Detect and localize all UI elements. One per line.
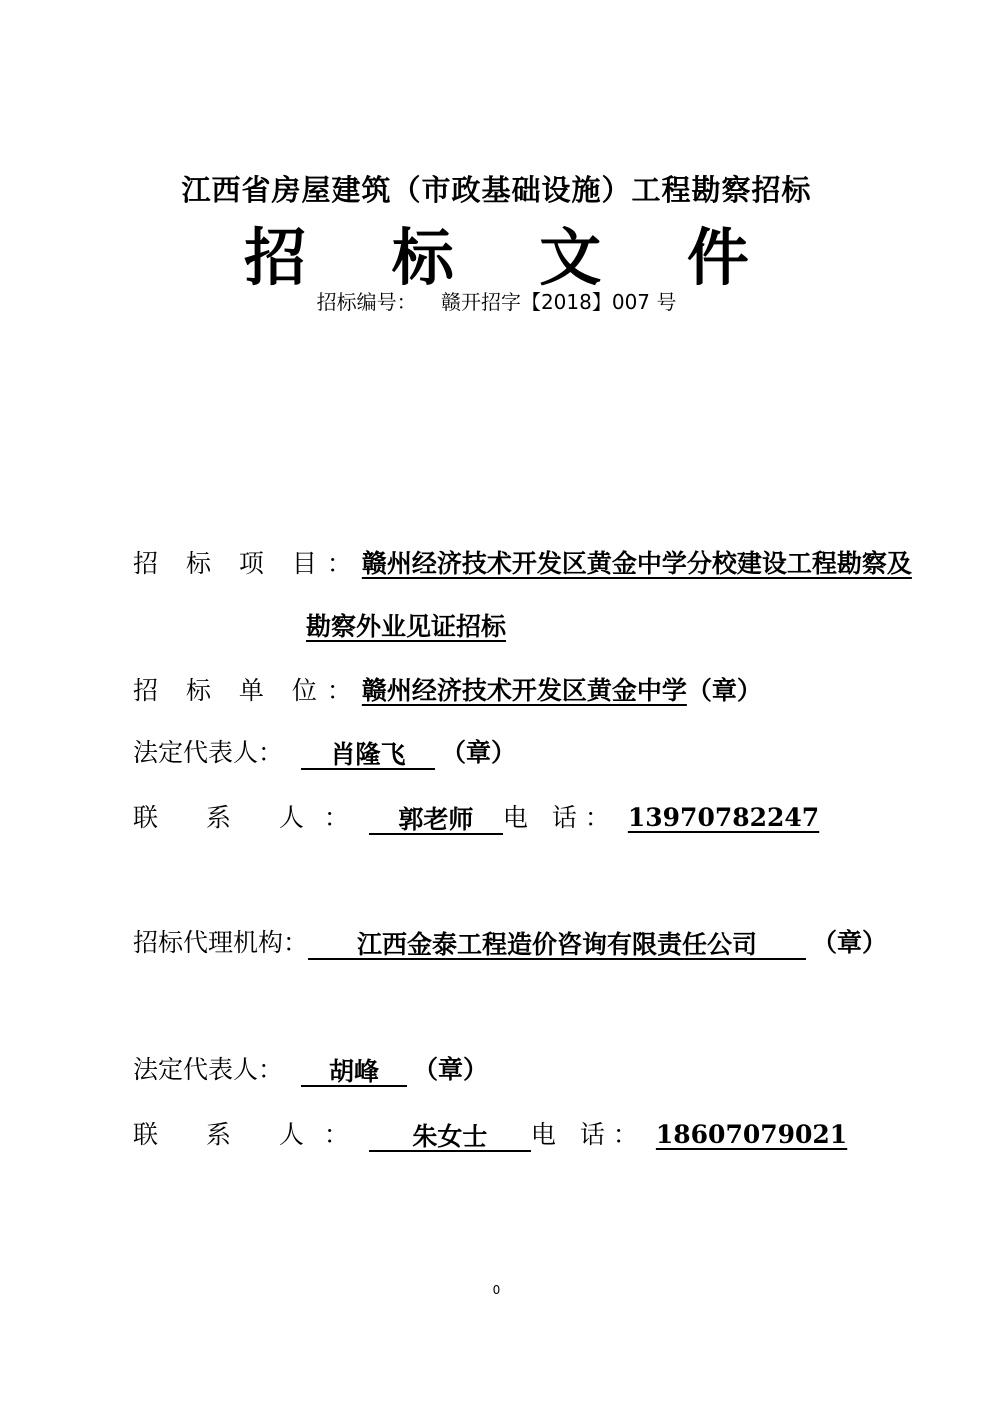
agency-contact-field (369, 1120, 531, 1152)
tenderer-rep-name: 肖隆飞 (330, 740, 406, 769)
project-label: 招 标 项 目： (133, 549, 362, 578)
agency-rep-name: 胡峰 (329, 1057, 380, 1086)
agency-contact-name: 朱女士 (412, 1122, 488, 1151)
tenderer-rep-seal: （章） (441, 738, 517, 767)
agency-rep-label: 法定代表人： (133, 1055, 284, 1084)
document-subtitle: 江西省房屋建筑（市政基础设施）工程勘察招标 (181, 173, 812, 207)
agency-name: 江西金泰工程造价咨询有限责任公司 (357, 930, 758, 959)
project-row-2 (306, 610, 506, 644)
document-title: 招 标 文 件 (244, 221, 781, 294)
agency-rep-seal: （章） (413, 1055, 489, 1084)
project-name-line2: 勘察外业见证招标 (306, 612, 507, 641)
document-number (0, 286, 993, 315)
tenderer-contact-row (133, 801, 819, 835)
agency-phone-label: 电 话： (530, 1120, 646, 1149)
tenderer-name: 赣州经济技术开发区黄金中学 (361, 676, 687, 705)
agency-phone: 18607079021 (655, 1120, 848, 1149)
project-name-line1: 赣州经济技术开发区黄金中学分校建设工程勘察及 (361, 549, 912, 578)
tenderer-phone: 13970782247 (627, 803, 820, 832)
agency-contact-row (133, 1118, 847, 1152)
tenderer-rep-label: 法定代表人： (133, 738, 284, 767)
document-number-value: 赣开招字【2018】007 号 (440, 290, 677, 314)
agency-label: 招标代理机构： (133, 928, 309, 957)
tenderer-seal: （章） (686, 676, 762, 705)
agency-row (133, 926, 887, 960)
document-number-label: 招标编号： (316, 290, 417, 314)
agency-rep-field (301, 1055, 407, 1087)
agency-field (308, 928, 806, 960)
project-row (133, 547, 912, 581)
tenderer-rep-row (133, 736, 516, 770)
tenderer-contact-field (369, 803, 503, 835)
tenderer-contact-name: 郭老师 (398, 805, 474, 834)
tenderer-phone-label: 电 话： (502, 803, 618, 832)
tenderer-contact-label: 联 系 人： (133, 803, 369, 832)
agency-contact-label: 联 系 人： (133, 1120, 369, 1149)
tenderer-label: 招 标 单 位： (133, 676, 362, 705)
tenderer-row (133, 674, 762, 708)
agency-seal: （章） (812, 928, 888, 957)
page-number: 0 (492, 1283, 501, 1297)
agency-rep-row (133, 1053, 488, 1087)
tenderer-rep-field (301, 738, 435, 770)
